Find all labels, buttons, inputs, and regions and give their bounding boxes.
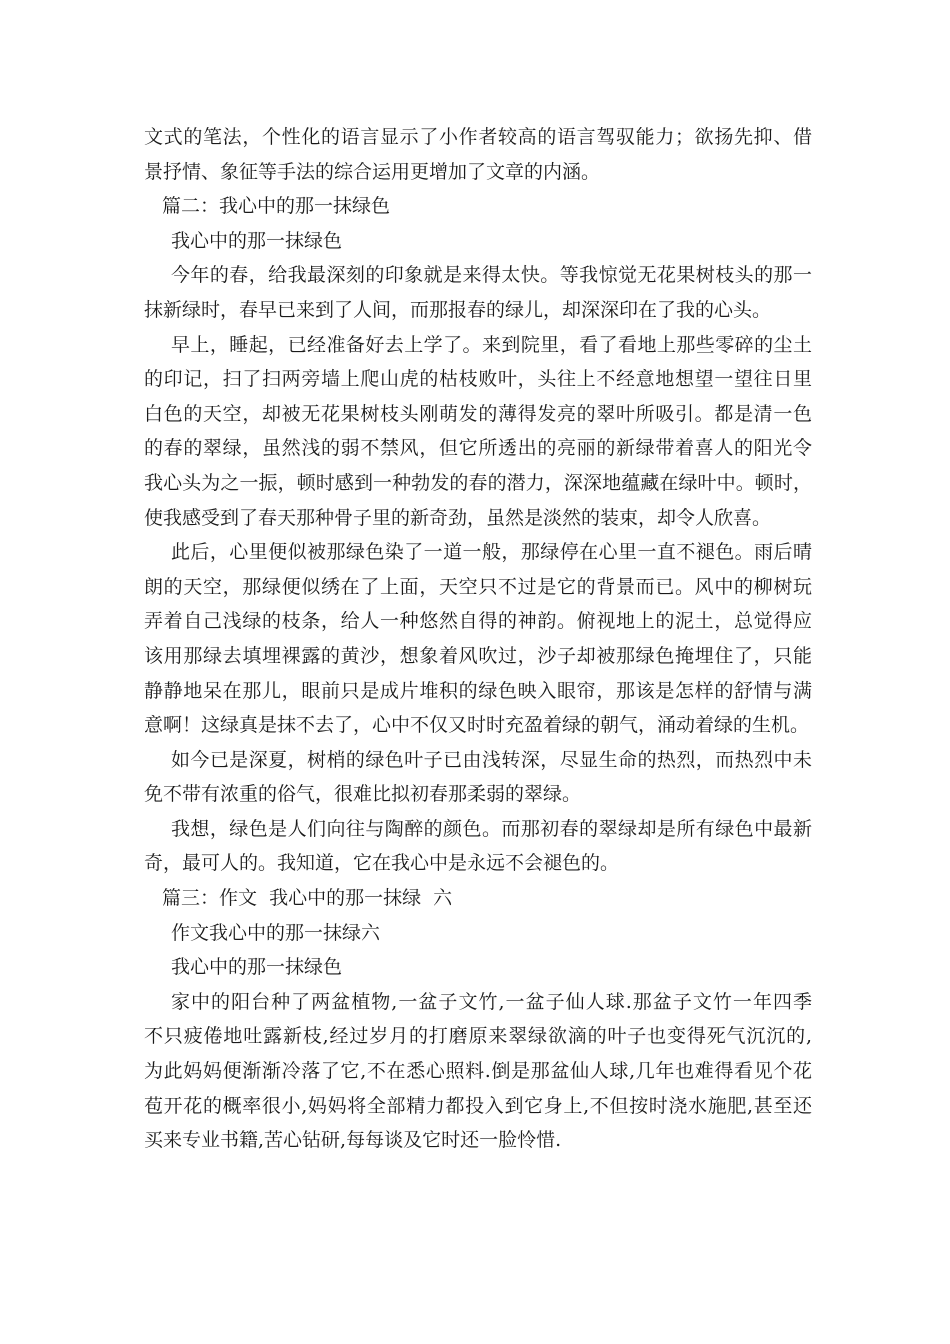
paragraph xyxy=(144,535,812,743)
text-line: 为此妈妈便渐渐冷落了它,不在悉心照料.倒是那盆仙人球,几年也难得看见个花 xyxy=(144,1060,812,1083)
text-line: 家中的阳台种了两盆植物,一盆子文竹,一盆子仙人球.那盆子文竹一年四季 xyxy=(171,990,812,1013)
text-line: 免不带有浓重的俗气，很难比拟初春那柔弱的翠绿。 xyxy=(144,783,582,806)
essay-title: 我心中的那一抹绿色 xyxy=(171,229,343,252)
text-line: 不只疲倦地吐露新枝,经过岁月的打磨原来翠绿欲滴的叶子也变得死气沉沉的, xyxy=(144,1025,812,1048)
text-line: 静静地呆在那儿，眼前只是成片堆积的绿色映入眼帘，那该是怎样的舒情与满 xyxy=(144,679,812,702)
text-line: 奇，最可人的。我知道，它在我心中是永远不会褪色的。 xyxy=(144,852,620,875)
paragraph xyxy=(144,328,812,536)
text-line: 如今已是深夏，树梢的绿色叶子已由浅转深，尽显生命的热烈，而热烈中未 xyxy=(171,748,812,771)
text-line: 抹新绿时，春早已来到了人间，而那报春的绿儿，却深深印在了我的心头。 xyxy=(144,298,772,321)
essay-subtitle: 我心中的那一抹绿色 xyxy=(171,956,343,979)
paragraph-continuation xyxy=(144,120,812,189)
text-line: 文式的笔法，个性化的语言显示了小作者较高的语言驾驭能力；欲扬先抑、借 xyxy=(144,126,812,148)
text-line: 使我感受到了春天那种骨子里的新奇劲，虽然是淡然的装束，却令人欣喜。 xyxy=(144,506,772,529)
text-line: 今年的春，给我最深刻的印象就是来得太快。等我惊觉无花果树枝头的那一 xyxy=(171,264,812,287)
text-line: 该用那绿去填埋裸露的黄沙，想象着风吹过，沙子却被那绿色掩埋住了，只能 xyxy=(144,644,812,667)
text-line: 弄着自己浅绿的枝条，给人一种悠然自得的神韵。俯视地上的泥土，总觉得应 xyxy=(144,610,812,633)
text-line: 此后，心里便似被那绿色染了一道一般，那绿停在心里一直不褪色。雨后晴 xyxy=(171,541,812,564)
text-line: 景抒情、象征等手法的综合运用更增加了文章的内涵。 xyxy=(144,160,601,183)
text-line: 买来专业书籍,苦心钻研,每每谈及它时还一脸怜惜. xyxy=(144,1129,562,1152)
text-line: 的春的翠绿，虽然浅的弱不禁风，但它所透出的亮丽的新绿带着喜人的阳光令 xyxy=(144,437,812,460)
text-line: 意啊！这绿真是抹不去了，心中不仅又时时充盈着绿的朝气，涌动着绿的生机。 xyxy=(144,714,810,737)
paragraph xyxy=(144,812,812,881)
section-heading: 篇二：我心中的那一抹绿色 xyxy=(162,195,391,218)
text-line: 我心头为之一振，顿时感到一种勃发的春的潜力，深深地蕴藏在绿叶中。顿时， xyxy=(144,471,812,494)
document-body xyxy=(144,120,812,1158)
essay-title: 作文我心中的那一抹绿六 xyxy=(171,921,381,944)
paragraph xyxy=(144,985,812,1158)
paragraph xyxy=(144,258,812,327)
section-heading: 篇三：作文 我心中的那一抹绿 六 xyxy=(162,887,453,910)
text-line: 白色的天空，却被无花果树枝头刚萌发的薄得发亮的翠叶所吸引。都是清一色 xyxy=(144,402,812,425)
text-line: 朗的天空，那绿便似绣在了上面，天空只不过是它的背景而已。风中的柳树玩 xyxy=(144,575,812,598)
text-line: 早上，睡起，已经准备好去上学了。来到院里，看了看地上那些零碎的尘土 xyxy=(171,333,812,356)
text-line: 苞开花的概率很小,妈妈将全部精力都投入到它身上,不但按时浇水施肥,甚至还 xyxy=(144,1094,812,1117)
text-line: 我想，绿色是人们向往与陶醉的颜色。而那初春的翠绿却是所有绿色中最新 xyxy=(171,817,812,840)
paragraph xyxy=(144,743,812,812)
text-line: 的印记，扫了扫两旁墙上爬山虎的枯枝败叶，头往上不经意地想望一望往日里 xyxy=(144,368,812,391)
